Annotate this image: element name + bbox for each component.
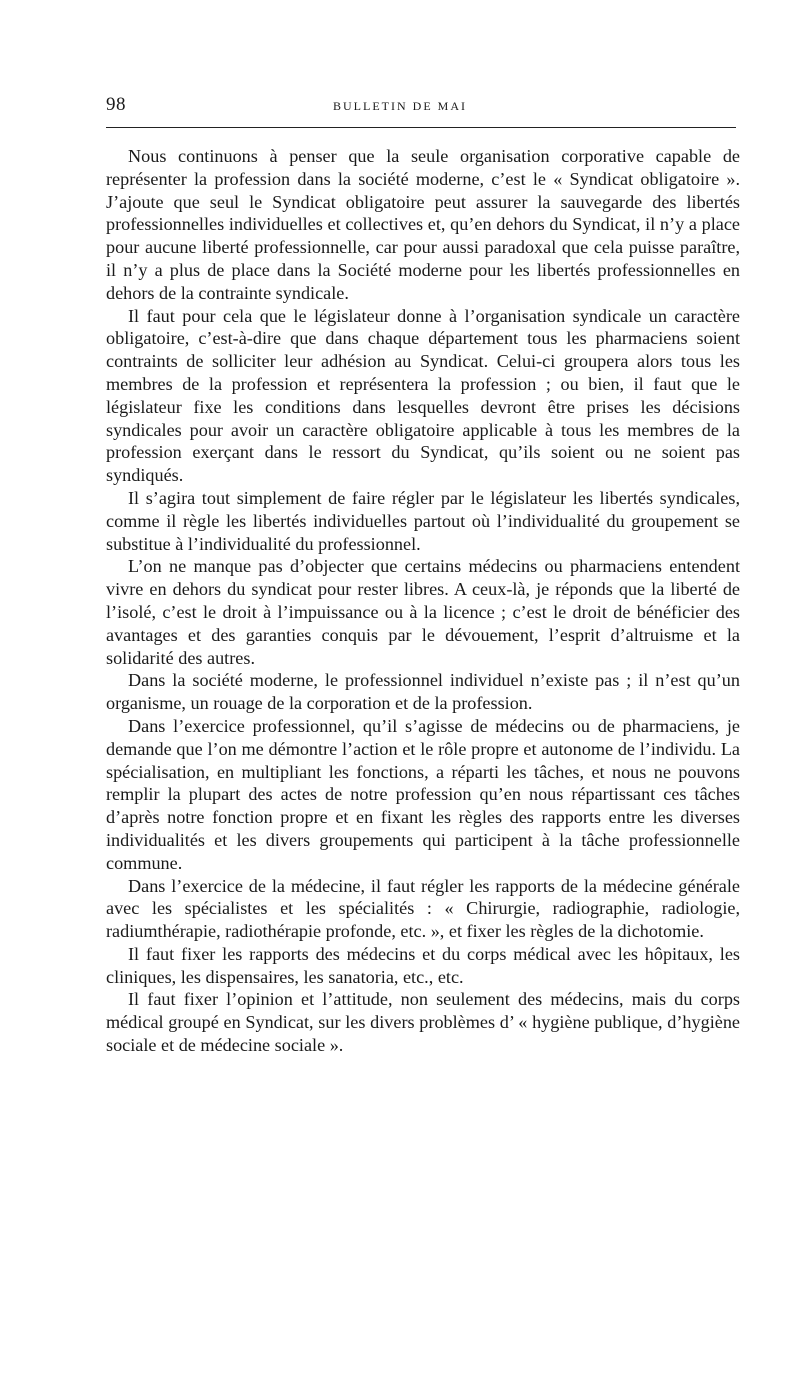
running-title: BULLETIN DE MAI xyxy=(333,99,467,113)
paragraph: Nous continuons à penser que la seule organisation corporative capable de représenter la profession dans la société moderne, c’est le « Syndicat obligatoire ». J’ajoute que seul le Syndicat obligatoire peut assurer la sauvegarde des libertés professionnelles individuelles et collectives et, qu’en dehors du Syndicat, il n’y a place pour aucune liberté professionnelle, car pour aussi paradoxal que cela puisse paraître, il n’y a plus de place dans la Société moderne pour les libertés professionnelles en dehors de la contrainte syndicale. xyxy=(106,146,740,303)
paragraph: Dans la société moderne, le professionnel individuel n’existe pas ; il n’est qu’un organisme, un rouage de la corporation et de la profession. xyxy=(106,670,740,714)
paragraph: L’on ne manque pas d’objecter que certains médecins ou pharmaciens entendent vivre en dehors du syndicat pour rester libres. A ceux-là, je réponds que la liberté de l’isolé, c’est le droit à l’impuissance ou à la licence ; c’est le droit de bénéficier des avantages et des garanties conquis par le dévouement, l’esprit d’altruisme et la solidarité des autres. xyxy=(106,556,740,668)
paragraph: Il s’agira tout simplement de faire régler par le législateur les libertés syndicales, comme il règle les libertés individuelles partout où l’individualité du groupement se substitue à l’individualité du professionnel. xyxy=(106,487,740,554)
page-number: 98 xyxy=(106,94,126,115)
paragraph: Dans l’exercice de la médecine, il faut régler les rapports de la médecine générale avec les spécialistes et les spécialités : « Chirurgie, radiographie, radiologie, radiumthérapie, radiothérapie profonde, etc. », et fixer les règles de la dichotomie. xyxy=(106,875,740,942)
paragraph: Dans l’exercice professionnel, qu’il s’agisse de médecins ou de pharmaciens, je demande que l’on me démontre l’action et le rôle propre et autonome de l’individu. La spécialisation, en multipliant les fonctions, a réparti les tâches, et nous ne pouvons remplir la plupart des actes de notre profession qu’en nous répartissant ces tâches d’après notre fonction propre et en fixant les règles des rapports entre les diverses individualités et les divers groupements qui participent à la tâche professionnelle commune. xyxy=(106,715,740,873)
paragraph: Il faut fixer l’opinion et l’attitude, non seulement des médecins, mais du corps médical groupé en Syndicat, sur les divers problèmes d’ « hygiène publique, d’hygiène sociale et de médecine sociale ». xyxy=(106,989,740,1056)
paragraph: Il faut pour cela que le législateur donne à l’organisation syndicale un caractère obligatoire, c’est-à-dire que dans chaque département tous les pharmaciens soient contraints de solliciter leur adhésion au Syndicat. Celui-ci groupera alors tous les membres de la profession et représentera la profession ; ou bien, il faut que le législateur fixe les conditions dans lesquelles devront être prises les décisions syndicales pour avoir un caractère obligatoire applicable à tous les membres de la profession exerçant dans le ressort du Syndicat, qu’ils soient ou ne soient pas syndiqués. xyxy=(106,305,740,486)
header-rule xyxy=(106,127,736,128)
body-text xyxy=(106,145,740,1057)
paragraph: Il faut fixer les rapports des médecins et du corps médical avec les hôpitaux, les cliniques, les dispensaires, les sanatoria, etc., etc. xyxy=(106,943,740,987)
